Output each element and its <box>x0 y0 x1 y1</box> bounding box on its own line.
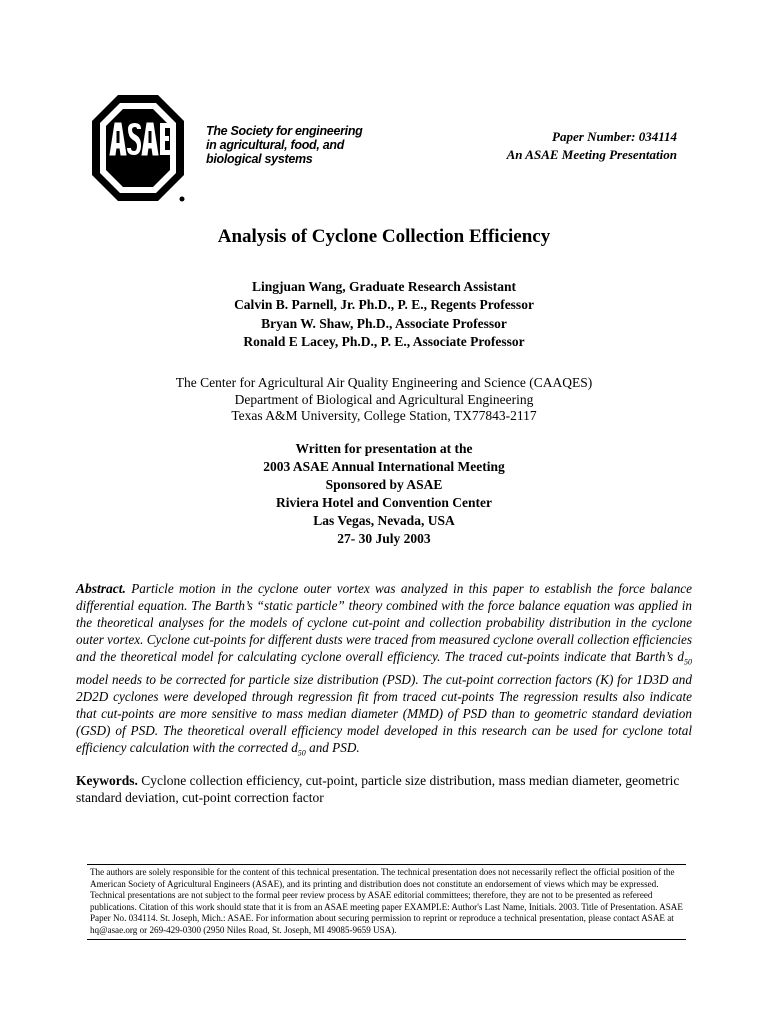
disclaimer-box <box>87 864 686 940</box>
abstract-subscript-2: 50 <box>297 749 306 759</box>
author-1: Lingjuan Wang, Graduate Research Assistant <box>252 279 516 294</box>
author-2: Calvin B. Parnell, Jr. Ph.D., P. E., Regents Professor <box>234 297 534 313</box>
author-4: Ronald E Lacey, Ph.D., P. E., Associate Professor <box>243 333 525 349</box>
registered-mark-icon <box>180 197 185 202</box>
presentation-line-3: Sponsored by ASAE <box>325 477 443 492</box>
asae-octagon-emblem <box>90 93 186 203</box>
affiliation-line-3: Texas A&M University, College Station, TX77843-2117 <box>231 408 537 423</box>
tagline-line-3: biological systems <box>206 152 313 166</box>
abstract-text-3: and PSD. <box>305 740 360 756</box>
abstract-subscript-1: 50 <box>684 658 692 668</box>
tagline-line-1: The Society for engineering <box>206 124 363 138</box>
presentation-line-4: Riviera Hotel and Convention Center <box>276 495 492 510</box>
affiliation-line-2: Department of Biological and Agricultural Engineering <box>234 391 534 407</box>
presentation-line-2: 2003 ASAE Annual International Meeting <box>263 459 505 474</box>
paper-title: Analysis of Cyclone Collection Efficiency <box>217 226 551 247</box>
presentation-type: An ASAE Meeting Presentation <box>506 147 677 162</box>
keywords <box>76 772 692 806</box>
author-3: Bryan W. Shaw, Ph.D., Associate Professor <box>261 315 507 331</box>
affiliation-line-1: The Center for Agricultural Air Quality Engineering and Science (CAAQES) <box>175 375 593 390</box>
disclaimer-text: The authors are solely responsible for the content of this technical presentation. The technical presentation does not necessarily reflect the official position of the American Society of Agricultural Engineers (ASAE), and its printing and distribution does not constitute an endorsement of views which may be expressed. Technical presentations are not subject to the formal peer review process by ASAE editorial committees; therefore, they are not to be presented as refereed publications. Citation of this work should state that it is from an ASAE meeting paper EXAMPLE: Author's Last Name, Initials. 2003. Title of Presentation. ASAE Paper No. 034114. St. Joseph, Mich.: ASAE. For information about securing permission to reprint or reproduce a technical presentation, please contact ASAE at hq@asae.org or 269-429-0300 (2950 Niles Road, St. Joseph, MI 49085-9659 USA). <box>90 867 683 935</box>
abstract-text-1: Particle motion in the cyclone outer vortex was analyzed in this paper to establish the force balance differential equation. The Barth’s “static particle” theory combined with the force balance equation was applied in the theoretical analyses for the models of cyclone cut-point and collection probability distribution in the cyclone outer vortex. Cyclone cut-points for different dusts were traced from measured cyclone overall collection efficiencies and the theoretical model for calculating cyclone overall efficiency. The traced cut-points indicate that Barth’s d <box>76 581 692 665</box>
presentation-info <box>0 440 768 548</box>
asae-logo <box>90 93 186 203</box>
presentation-line-6: 27- 30 July 2003 <box>337 531 431 546</box>
paper-number: Paper Number: 034114 <box>552 129 677 144</box>
affiliation <box>0 375 768 425</box>
keywords-label: Keywords. <box>76 773 138 788</box>
abstract-label: Abstract. <box>76 581 126 596</box>
abstract <box>76 580 692 762</box>
presentation-line-5: Las Vegas, Nevada, USA <box>313 513 455 528</box>
tagline-line-2: in agricultural, food, and <box>206 138 345 152</box>
presentation-line-1: Written for presentation at the <box>295 441 473 456</box>
author-list <box>0 278 768 351</box>
logo-tagline <box>206 124 363 166</box>
keywords-text: Cyclone collection efficiency, cut-point, particle size distribution, mass median diameter, geometric standard deviation, cut-point correction factor <box>76 773 680 805</box>
abstract-text-2: model needs to be corrected for particle size distribution (PSD). The cut-point correction factors (K) for 1D3D and 2D2D cyclones were developed through regression fit from traced cut-points The regression results also indicate that cut-points are more sensitive to mass median diameter (MMD) of PSD than to geometric standard deviation (GSD) of PSD. The theoretical overall efficiency model developed in this research can be used for cyclone total efficiency calculation with the corrected d <box>76 672 692 756</box>
paper-info <box>507 128 677 164</box>
